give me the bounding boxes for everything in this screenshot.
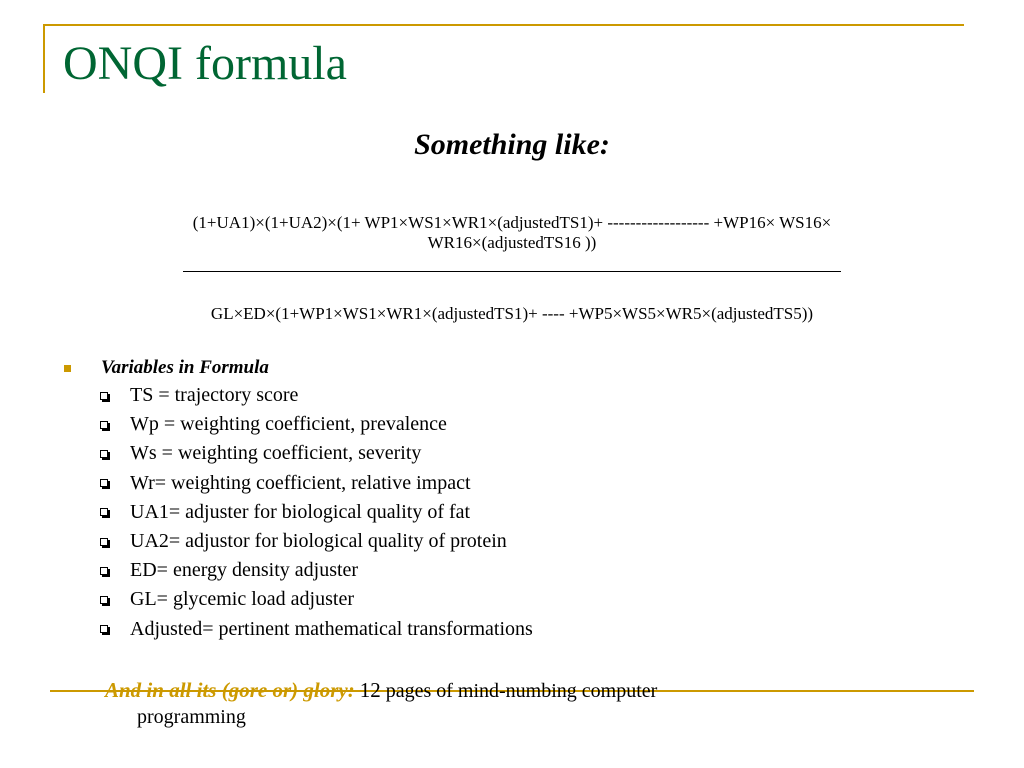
variable-item: [100, 439, 533, 468]
variable-text: Ws = weighting coefficient, severity: [130, 442, 422, 465]
variable-text: TS = trajectory score: [130, 384, 299, 407]
formula-fraction-bar: [183, 271, 841, 272]
variable-item: [100, 498, 533, 527]
variables-bullet: [64, 356, 269, 380]
closing-rest-line1: pages of mind-numbing computer: [385, 680, 658, 702]
formula-denominator: GL×ED×(1+WP1×WS1×WR1×(adjustedTS1)+ ---- +WP5×WS5×WR5×(adjustedTS5)): [210, 304, 814, 323]
formula-numerator: (1+UA1)×(1+UA2)×(1+ WP1×WS1×WR1×(adjustedTS1)+ ------------------ +WP16× WS16× WR16×(adjustedTS16 )): [192, 213, 832, 252]
variable-text: Wr= weighting coefficient, relative impact: [130, 471, 471, 494]
closing-emphasis: And in all its (gore or) glory: [105, 678, 348, 702]
hollow-square-bullet-icon: [100, 421, 108, 429]
slide-subtitle: Something like:: [414, 128, 610, 161]
closing-text: [105, 677, 865, 730]
variable-item: [100, 410, 533, 439]
variable-item: [100, 469, 533, 498]
top-rule: [43, 24, 964, 26]
variable-item: [100, 615, 533, 644]
hollow-square-bullet-icon: [100, 450, 108, 458]
variables-heading: Variables in Formula: [101, 357, 269, 378]
variable-text: UA1= adjuster for biological quality of fat: [130, 500, 471, 523]
left-rule: [43, 24, 45, 93]
variable-text: Adjusted= pertinent mathematical transformations: [130, 617, 533, 640]
hollow-square-bullet-icon: [100, 479, 108, 487]
square-bullet-icon: [64, 365, 71, 372]
hollow-square-bullet-icon: [100, 392, 108, 400]
variable-text: ED= energy density adjuster: [130, 559, 359, 582]
variables-list: [100, 381, 533, 644]
variable-item: [100, 556, 533, 585]
hollow-square-bullet-icon: [100, 538, 108, 546]
hollow-square-bullet-icon: [100, 596, 108, 604]
hollow-square-bullet-icon: [100, 508, 108, 516]
hollow-square-bullet-icon: [100, 625, 108, 633]
variable-item: [100, 381, 533, 410]
hollow-square-bullet-icon: [100, 567, 108, 575]
closing-rest-line2: programming: [137, 706, 246, 728]
closing-colon: :: [347, 678, 355, 702]
closing-number: 12: [359, 678, 381, 702]
variable-item: [100, 527, 533, 556]
variable-text: UA2= adjustor for biological quality of protein: [130, 530, 507, 553]
slide-title: ONQI formula: [63, 37, 347, 90]
variable-item: [100, 585, 533, 614]
variable-text: Wp = weighting coefficient, prevalence: [130, 413, 447, 436]
variable-text: GL= glycemic load adjuster: [130, 588, 354, 611]
